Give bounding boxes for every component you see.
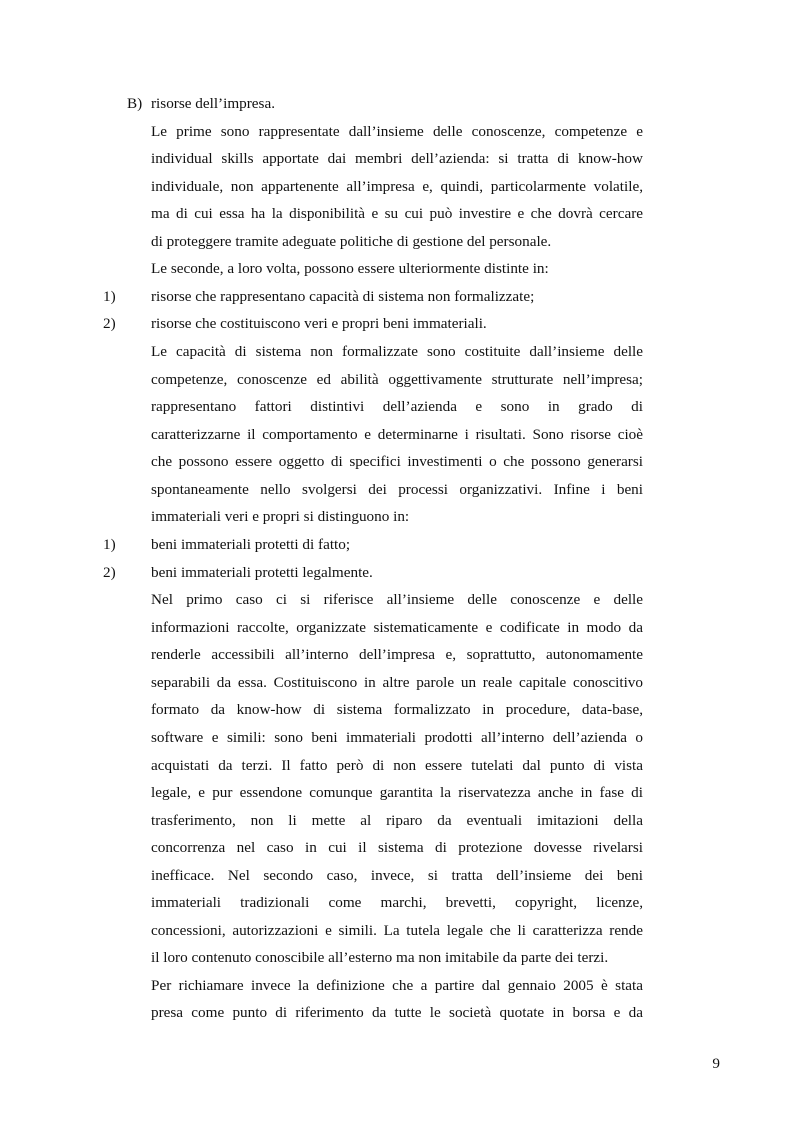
- list-item-text: risorse dell’impresa.: [151, 95, 275, 112]
- paragraph-line: Per richiamare invece la definizione che a partire dal gennaio 2005 è stata: [151, 977, 643, 994]
- list-label: B): [127, 95, 143, 112]
- paragraph-line: Le seconde, a loro volta, possono essere ulteriormente distinte in:: [151, 260, 549, 277]
- paragraph-line: legale, e pur essendone comunque garantita la riservatezza anche in fase di: [151, 784, 643, 801]
- list-label: 2): [103, 315, 116, 332]
- paragraph-line: concessioni, autorizzazioni e simili. La tutela legale che li caratterizza rende: [151, 922, 643, 939]
- paragraph-line: di proteggere tramite adeguate politiche di gestione del personale.: [151, 233, 552, 250]
- paragraph-line: Le capacità di sistema non formalizzate sono costituite dall’insieme delle: [151, 343, 643, 360]
- paragraph-line: trasferimento, non li mette al riparo da eventuali imitazioni della: [151, 812, 643, 829]
- page-number: 9: [712, 1055, 720, 1072]
- paragraph-line: Nel primo caso ci si riferisce all’insieme delle conoscenze e delle: [151, 591, 643, 608]
- paragraph-line: concorrenza nel caso in cui il sistema di protezione dovesse rivelarsi: [151, 839, 643, 856]
- paragraph-line: che possono essere oggetto di specifici investimenti o che possono generarsi: [151, 453, 643, 470]
- paragraph-line: il loro contenuto conoscibile all’esterno ma non imitabile da parte dei terzi.: [151, 949, 609, 966]
- paragraph-line: competenze, conoscenze ed abilità oggettivamente strutturate nell’impresa;: [151, 371, 643, 388]
- list-label: 2): [103, 564, 116, 581]
- paragraph-line: spontaneamente nello svolgersi dei processi organizzativi. Infine i beni: [151, 481, 643, 498]
- paragraph-line: individual skills apportate dai membri dell’azienda: si tratta di know-how: [151, 150, 643, 167]
- paragraph-line: rappresentano fattori distintivi dell’azienda e sono in grado di: [151, 398, 643, 415]
- paragraph-line: inefficace. Nel secondo caso, invece, si tratta dell’insieme dei beni: [151, 867, 643, 884]
- paragraph-line: renderle accessibili all’interno dell’impresa e, soprattutto, autonomamente: [151, 646, 643, 663]
- paragraph-line: immateriali veri e propri si distinguono in:: [151, 508, 410, 525]
- paragraph-line: immateriali tradizionali come marchi, brevetti, copyright, licenze,: [151, 894, 643, 911]
- paragraph-line: caratterizzarne il comportamento e determinarne i risultati. Sono risorse cioè: [151, 426, 643, 443]
- paragraph-line: informazioni raccolte, organizzate sistematicamente e codificate in modo da: [151, 619, 643, 636]
- paragraph-line: software e simili: sono beni immateriali prodotti all’interno dell’azienda o: [151, 729, 643, 746]
- paragraph-line: formato da know-how di sistema formalizzato in procedure, data-base,: [151, 701, 643, 718]
- list-item-text: beni immateriali protetti legalmente.: [151, 564, 373, 581]
- paragraph-line: Le prime sono rappresentate dall’insieme delle conoscenze, competenze e: [151, 123, 643, 140]
- paragraph-line: acquistati da terzi. Il fatto però di non essere tutelati dal punto di vista: [151, 757, 643, 774]
- list-label: 1): [103, 536, 116, 553]
- list-label: 1): [103, 288, 116, 305]
- paragraph-line: presa come punto di riferimento da tutte le società quotate in borsa e da: [151, 1004, 643, 1021]
- paragraph-line: separabili da essa. Costituiscono in altre parole un reale capitale conoscitivo: [151, 674, 643, 691]
- paragraph-line: individuale, non appartenente all’impresa e, quindi, particolarmente volatile,: [151, 178, 643, 195]
- list-item-text: beni immateriali protetti di fatto;: [151, 536, 351, 553]
- paragraph-line: ma di cui essa ha la disponibilità e su cui può investire e che dovrà cercare: [151, 205, 643, 222]
- list-item-text: risorse che rappresentano capacità di sistema non formalizzate;: [151, 288, 535, 305]
- list-item-text: risorse che costituiscono veri e propri beni immateriali.: [151, 315, 487, 332]
